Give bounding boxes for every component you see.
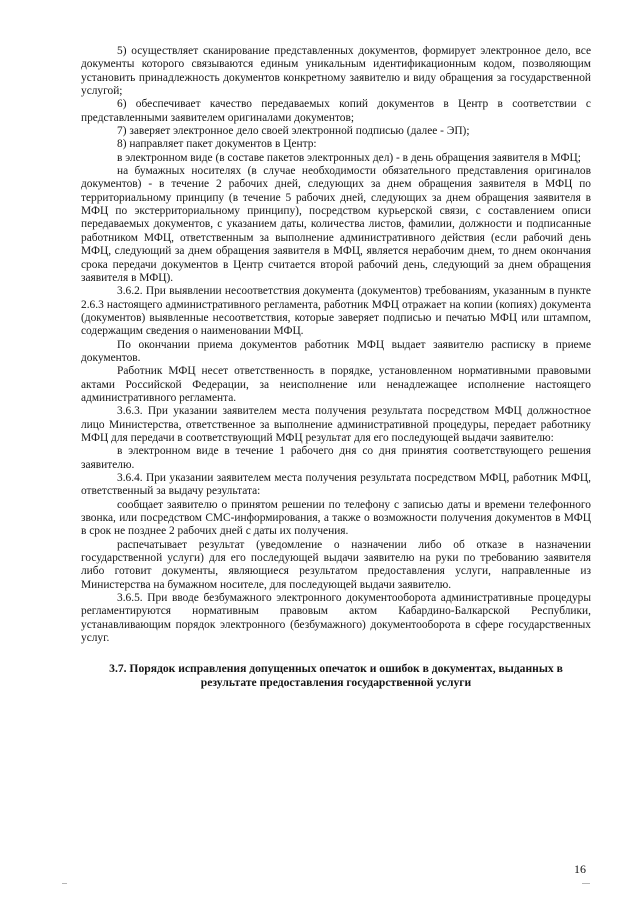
paragraph-notify: сообщает заявителю о принятом решении по телефону с записью даты и времени телефонного звонка, или посредством СМС-информирования, а также о возможности получения документов в МФЦ в срок не позднее 2 рабочих дней с даты их получения. [81, 498, 591, 538]
paragraph-receipt: По окончании приема документов работник МФЦ выдает заявителю расписку в приеме документов. [81, 338, 591, 364]
paragraph-3-6-5: 3.6.5. При вводе безбумажного электронного документооборота административные процедуры регламентируются нормативным правовым актом Кабардино-Балкарской Республики, устанавливающим порядок электронного (безбумажного) документооборота в сфере государственных услуг. [81, 592, 591, 645]
paragraph-3-6-4: 3.6.4. При указании заявителем места получения результата посредством МФЦ, работник МФЦ, ответственный за выдачу результата: [81, 472, 591, 498]
paragraph-3-6-2: 3.6.2. При выявлении несоответствия документа (документов) требованиям, указанным в пункте 2.6.3 настоящего административного регламента, работник МФЦ отражает на копии (копиях) документа (документов) выявленные несоответствия, которые заверяет подписью и печатью МФЦ или штампом, содержащим сведения о наименовании МФЦ. [81, 285, 591, 338]
paragraph-print-result: распечатывает результат (уведомление о назначении либо об отказе в назначении государственной услуги) для его последующей выдачи заявителю на руки по требованию заявителя либо готовит документы, являющиеся результатом предоставления услуги, направленные из Министерства на бумажном носителе, для последующей выдачи заявителю. [81, 538, 591, 591]
page-number: 16 [574, 862, 586, 876]
scan-mark-right [582, 883, 590, 884]
paragraph-electronic-result: в электронном виде в течение 1 рабочего дня со дня принятия соответствующего решения заявителю. [81, 445, 591, 471]
document-body [81, 45, 591, 690]
paragraph-electronic-form: в электронном виде (в составе пакетов электронных дел) - в день обращения заявителя в МФЦ; [117, 151, 581, 164]
paragraph-paper-form: на бумажных носителях (в случае необходимости обязательного представления оригиналов документов) - в течение 2 рабочих дней, следующих за днем обращения заявителя в МФЦ по территориальному принципу (в течение 5 рабочих дней, следующих за днем обращения заявителя в МФЦ по экстерриториальному принципу), посредством курьерской связи, с составлением описи передаваемых документов, с указанием даты, количества листов, фамилии, должности и подписанные работником МФЦ, ответственным за выполнение административного действия (если рабочий день МФЦ, следующий за днем обращения заявителя в МФЦ, является нерабочим днем, то днем окончания срока передачи документов в Центр считается второй рабочий день, следующий за днем обращения заявителя в МФЦ). [81, 165, 591, 284]
paragraph-responsibility: Работник МФЦ несет ответственность в порядке, установленном нормативными правовыми актами Российской Федерации, за неисполнение или ненадлежащее исполнение настоящего административного регламента. [81, 365, 591, 404]
paragraph-signature: 7) заверяет электронное дело своей электронной подписью (далее - ЭП); [117, 125, 470, 138]
paragraph-scan: 5) осуществляет сканирование представленных документов, формирует электронное дело, все документы которого связываются единым уникальным идентификационным кодом, позволяющим установить принадлежность документов конкретному заявителю и виду обращения за государственной услугой; [81, 45, 591, 98]
paragraph-3-6-3: 3.6.3. При указании заявителем места получения результата посредством МФЦ должностное лицо Министерства, ответственное за выполнение административной процедуры, передает работнику МФЦ для передачи в соответствующий МФЦ результат для его последующей выдачи заявителю: [81, 405, 591, 444]
paragraph-send-package: 8) направляет пакет документов в Центр: [117, 138, 317, 151]
scan-mark-left [62, 883, 67, 884]
paragraph-copy-quality: 6) обеспечивает качество передаваемых копий документов в Центр в соответствии с представленными заявителем оригиналами документов; [81, 98, 591, 124]
section-heading: 3.7. Порядок исправления допущенных опечаток и ошибок в документах, выданных в результате предоставления государственной услуги [109, 662, 563, 690]
